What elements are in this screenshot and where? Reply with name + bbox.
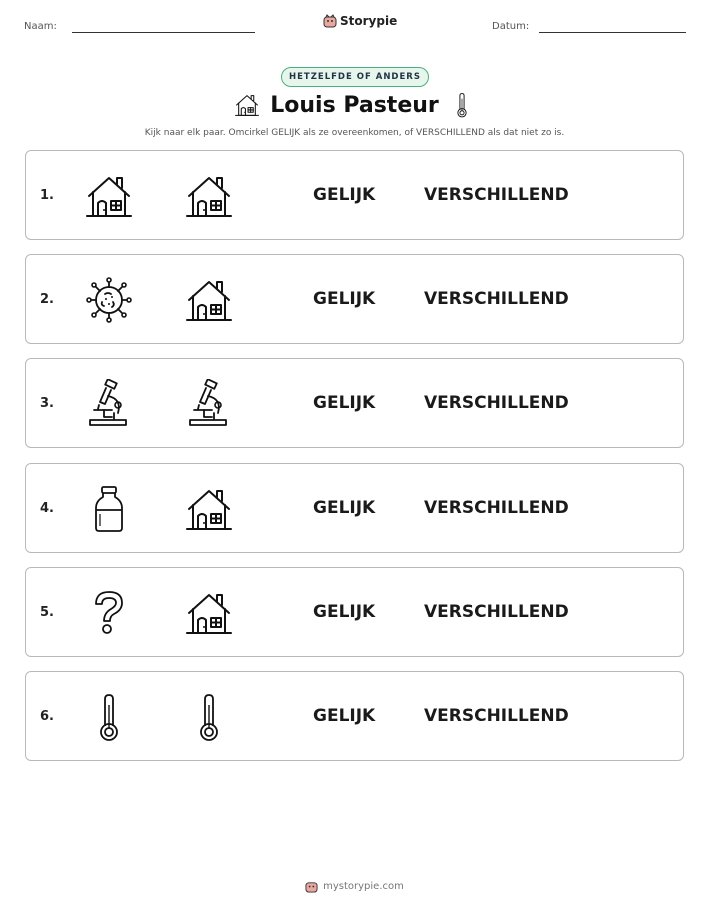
different-option[interactable]: VERSCHILLEND [424,393,569,414]
row-number: 5. [40,604,54,620]
different-option[interactable]: VERSCHILLEND [424,497,569,518]
house-icon [184,484,234,534]
different-option[interactable]: VERSCHILLEND [424,601,569,622]
row-number: 4. [40,500,54,516]
comparison-row [25,463,684,553]
same-option[interactable]: GELIJK [313,289,376,310]
name-label: Naam: [24,21,57,32]
comparison-row [25,671,684,761]
same-option[interactable]: GELIJK [313,601,376,622]
thermometer-icon [84,692,134,742]
page-title [0,92,709,124]
house-icon [184,171,234,221]
comparison-row [25,254,684,344]
instructions: Kijk naar elk paar. Omcirkel GELIJK als ze overeenkomen, of VERSCHILLEND als dat niet zo is. [144,128,565,138]
different-option[interactable]: VERSCHILLEND [424,185,569,205]
row-number: 2. [40,292,54,308]
comparison-row [25,567,684,657]
worksheet-type-badge: HETZELFDE OF ANDERS [281,67,429,87]
thermometer-icon [184,692,234,742]
storypie-mascot-icon [305,880,318,893]
microscope-icon [184,379,234,429]
milk-bottle-icon [84,484,134,534]
comparison-row [25,150,684,240]
row-number: 3. [40,396,54,412]
different-option[interactable]: VERSCHILLEND [424,289,569,310]
house-icon [234,92,260,118]
microscope-icon [84,379,134,429]
brand-name: Storypie [340,14,398,28]
row-number: 6. [40,709,54,724]
row-number: 1. [40,188,54,203]
footer-url[interactable]: mystorypie.com [323,881,404,892]
house-icon [84,171,134,221]
house-icon [184,588,234,638]
comparison-row [25,358,684,448]
same-option[interactable]: GELIJK [313,497,376,518]
thermometer-icon [449,92,475,118]
house-icon [184,275,234,325]
different-option[interactable]: VERSCHILLEND [424,706,569,726]
date-label: Datum: [492,21,530,32]
question-mark-icon [84,588,134,638]
footer [0,880,709,893]
same-option[interactable]: GELIJK [313,393,376,414]
name-line[interactable] [72,32,255,33]
same-option[interactable]: GELIJK [313,185,376,205]
brand-logo [323,14,397,28]
storypie-mascot-icon [323,14,337,28]
title-text: Louis Pasteur [270,92,439,118]
date-line[interactable] [539,32,686,33]
same-option[interactable]: GELIJK [313,706,376,726]
virus-icon [84,275,134,325]
